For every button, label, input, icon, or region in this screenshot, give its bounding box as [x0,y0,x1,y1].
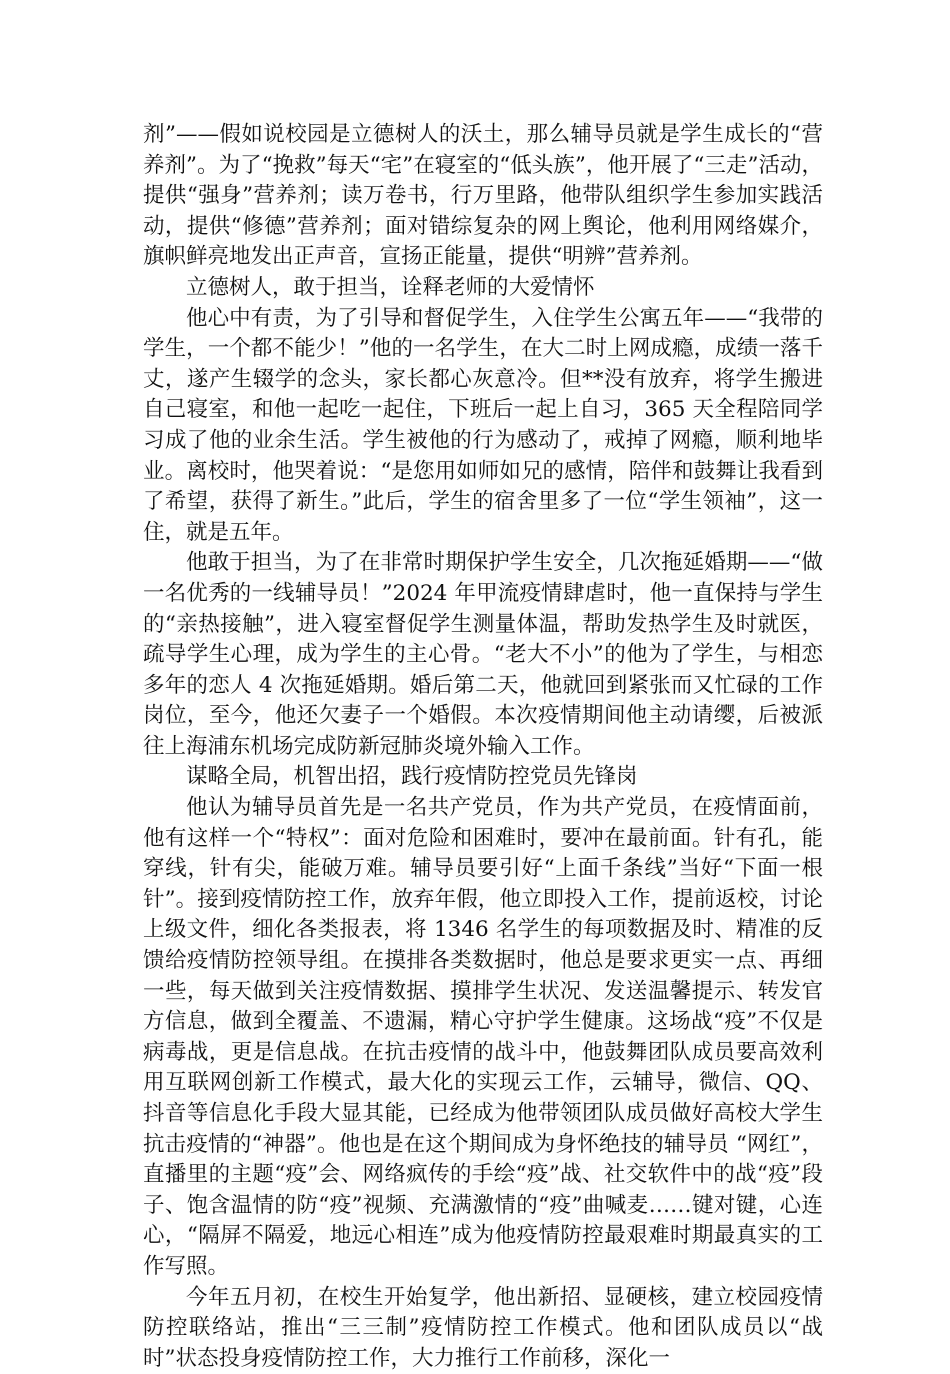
paragraph-continuation: 剂”——假如说校园是立德树人的沃土，那么辅导员就是学生成长的“营养剂”。为了“挽救”每天“宅”在寝室的“低头族”，他开展了“三走”活动，提供“强身”营养剂；读万卷书，行万里路，他带队组织学生参加实践活动，提供“修德”营养剂；面对错综复杂的网上舆论，他利用网络媒介，旗帜鲜亮地发出正声音，宣扬正能量，提供“明辨”营养剂。 [143,122,823,270]
paragraph-reopening: 今年五月初，在校生开始复学，他出新招、显硬核，建立校园疫情防控联络站，推出“三三制”疫情防控工作模式。他和团队成员以“战时”状态投身疫情防控工作，大力推行工作前移，深化一 [143,1284,823,1371]
paragraph-commitment: 他敢于担当，为了在非常时期保护学生安全，几次拖延婚期——“做一名优秀的一线辅导员！”2024 年甲流疫情肆虐时，他一直保持与学生的“亲热接触”，进入寝室督促学生测量体温，帮助发热学生及时就医，疏导学生心理，成为学生的主心骨。“老大不小”的他为了学生，与相恋多年的恋人 4 次拖延婚期。婚后第二天，他就回到紧张而又忙碌的工作岗位，至今，他还欠妻子一个婚假。本次疫情期间他主动请缨，后被派往上海浦东机场完成防新冠肺炎境外输入工作。 [143,550,823,759]
document-page [143,120,823,1374]
section-heading-1: 立德树人，敢于担当，诠释老师的大爱情怀 [186,274,595,300]
section-heading-2: 谋略全局，机智出招，践行疫情防控党员先锋岗 [186,764,638,790]
paragraph-party-member: 他认为辅导员首先是一名共产党员，作为共产党员，在疫情面前，他有这样一个“特权”：面对危险和困难时，要冲在最前面。针有孔，能穿线，针有尖，能破万难。辅导员要引好“上面千条线”当好“下面一根针”。接到疫情防控工作，放弃年假，他立即投入工作，提前返校，讨论上级文件，细化各类报表，将 1346 名学生的每项数据及时、精准的反馈给疫情防控领导组。在摸排各类数据时，他总是要求更实一点、再细一些，每天做到关注疫情数据、摸排学生状况、发送温馨提示、转发官方信息，做到全覆盖、不遗漏，精心守护学生健康。这场战“疫”不仅是病毒战，更是信息战。在抗击疫情的战斗中，他鼓舞团队成员要高效利用互联网创新工作模式，最大化的实现云工作，云辅导，微信、QQ、抖音等信息化手段大显其能，已经成为他带领团队成员做好高校大学生抗击疫情的“神器”。他也是在这个期间成为身怀绝技的辅导员 “网红”，直播里的主题“疫”会、网络疯传的手绘“疫”战、社交软件中的战“疫”段子、饱含温情的防“疫”视频、充满激情的“疫”曲喊麦……键对键，心连心，“隔屏不隔爱，地远心相连”成为他疫情防控最艰难时期最真实的工作写照。 [143,795,823,1279]
paragraph-responsibility: 他心中有责，为了引导和督促学生，入住学生公寓五年——“我带的学生，一个都不能少！”他的一名学生，在大二时上网成瘾，成绩一落千丈，遂产生辍学的念头，家长都心灰意冷。但**没有放弃，将学生搬进自己寝室，和他一起吃一起住，下班后一起上自习，365 天全程陪同学习成了他的业余生活。学生被他的行为感动了，戒掉了网瘾，顺利地毕业。离校时，他哭着说：“是您用如师如兄的感情，陪伴和鼓舞让我看到了希望，获得了新生。”此后，学生的宿舍里多了一位“学生领袖”，这一住，就是五年。 [143,305,823,545]
